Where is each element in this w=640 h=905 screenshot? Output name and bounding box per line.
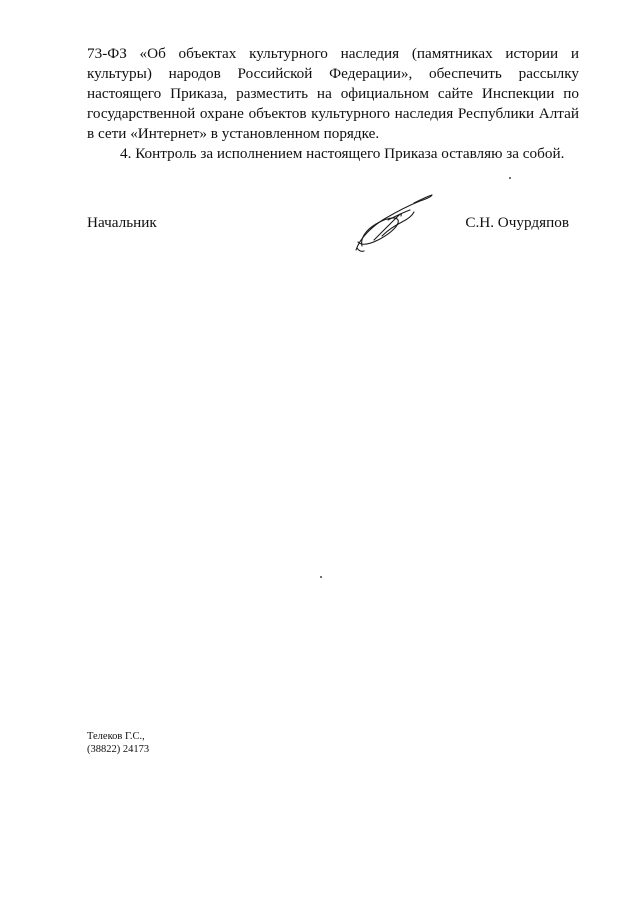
paragraph-continued: 73-ФЗ «Об объектах культурного наследия (памятниках истории и культуры) народов Российской Федерации», обеспечить рассылку настоящего Приказа, разместить на официальном сайте Инспекции по государственной охране объектов культурного наследия Республики Алтай в сети «Интернет» в установленном порядке. — [87, 45, 579, 142]
signature-block — [87, 213, 579, 237]
executor-info — [87, 730, 149, 756]
scan-speck — [509, 177, 511, 179]
document-body — [87, 44, 579, 164]
handwritten-signature — [352, 190, 436, 254]
signer-position: Начальник — [87, 214, 157, 231]
paragraph-4: 4. Контроль за исполнением настоящего Приказа оставляю за собой. — [120, 145, 565, 162]
executor-name: Телеков Г.С., — [87, 731, 145, 742]
scan-speck — [320, 576, 322, 578]
executor-phone: (38822) 24173 — [87, 744, 150, 755]
signer-name: С.Н. Очурдяпов — [465, 214, 569, 231]
